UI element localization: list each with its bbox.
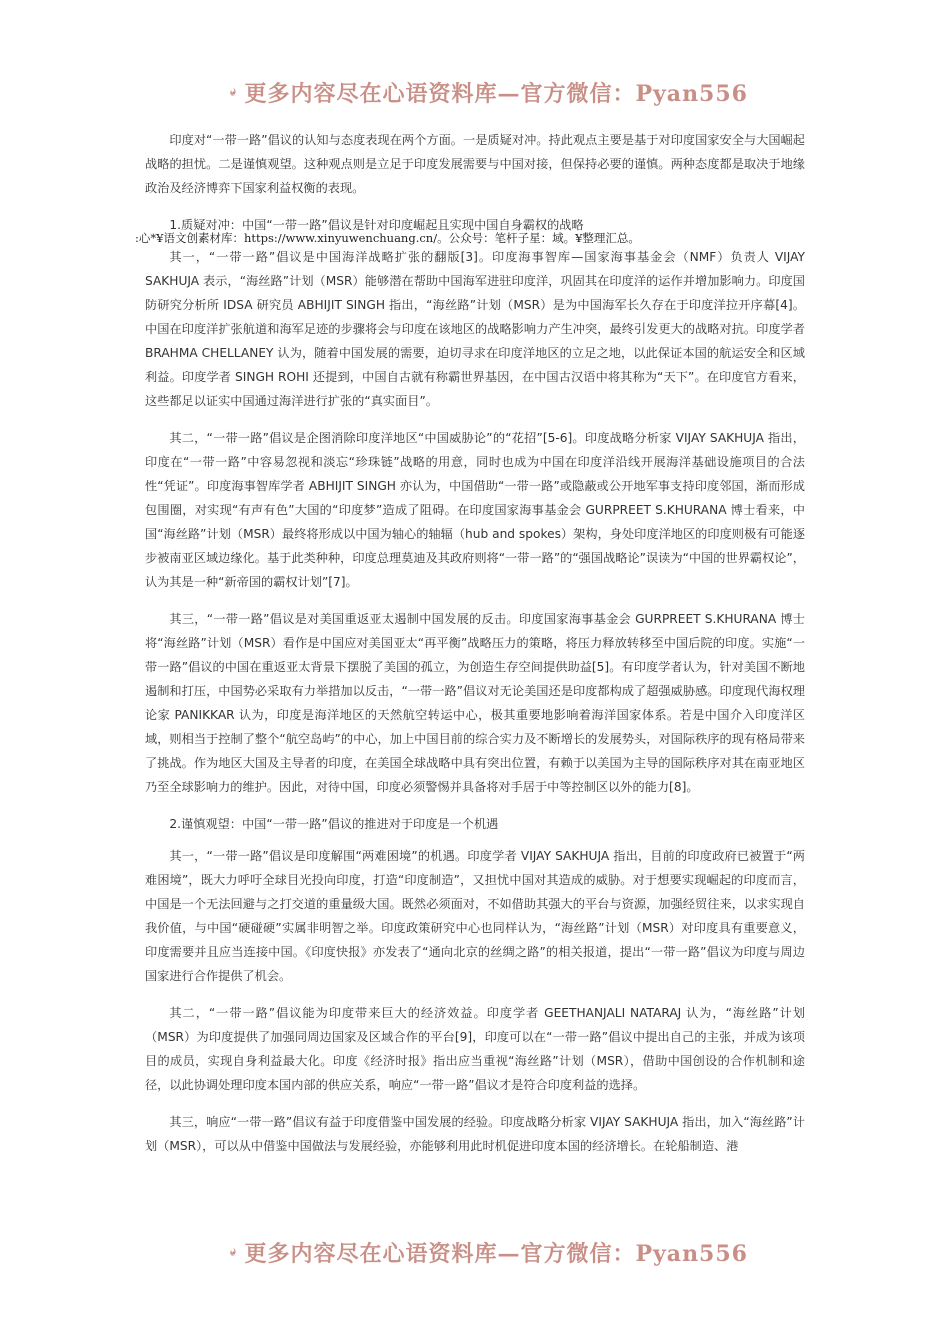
section-heading-1: 1.质疑对冲：中国“一带一路”倡议是针对印度崛起且实现中国自身霸权的战略	[169, 218, 584, 232]
footer-banner	[228, 1232, 748, 1272]
body-paragraph: 其二，“一带一路”倡议是企图消除印度洋地区“中国威胁论”的“花招”[5-6]。印度战略分析家 VIJAY SAKHUJA 指出，印度在“一带一路”中容易忽视和淡忘“珍珠链”战略的用意，同时也成为中国在印度洋沿线开展海洋基础设施项目的合法性“凭证”。印度海事智库学者 ABHIJIT SINGH 亦认为，中国借助“一带一路”或隐蔽或公开地军事支持印度邻国，渐而形成包围圈，对实现“有声有色”大国的“印度梦”造成了阻碍。在印度国家海事基金会 GURPREET S.KHURANA 博士看来，中国“海丝路”计划（MSR）最终将形成以中国为轴心的轴辐（hub and spokes）架构，身处印度洋地区的印度则极有可能逐步被南亚区域边缘化。基于此类种种，印度总理莫迪及其政府则将“一带一路”的“强国战略论”误读为“中国的世界霸权论”，认为其是一种“新帝国的霸权计划”[7]。	[145, 431, 805, 589]
body-paragraph: 其二，“一带一路”倡议能为印度带来巨大的经济效益。印度学者 GEETHANJALI NATARAJ 认为，“海丝路”计划（MSR）为印度提供了加强同周边国家及区域合作的平台[9]，印度可以在“一带一路”倡议中提出自己的主张，并成为该项目的成员，实现自身利益最大化。印度《经济时报》指出应当重视“海丝路”计划（MSR），借助中国创设的合作机制和途径，以此协调处理印度本国内部的供应关系，响应“一带一路”倡议才是符合印度利益的选择。	[145, 1006, 805, 1092]
flame-swirl-logo-icon	[228, 1232, 238, 1272]
body-paragraph: 其一，“一带一路”倡议是印度解围“两难困境”的机遇。印度学者 VIJAY SAKHUJA 指出，目前的印度政府已被置于“两难困境”，既大力呼吁全球目光投向印度，打造“印度制造”，又担忧中国对其造成的威胁。对于想要实现崛起的印度而言，中国是一个无法回避与之打交道的重量级大国。既然必须面对，不如借助其强大的平台与资源，加强经贸往来，以求实现自我价值，与中国“硬碰硬”实属非明智之举。印度政策研究中心也同样认为，“海丝路”计划（MSR）对印度具有重要意义，印度需要并且应当连接中国。《印度快报》亦发表了“通向北京的丝绸之路”的相关报道，提出“一带一路”倡议为印度与周边国家进行合作提供了机会。	[145, 849, 805, 983]
section-heading-2: 2.谨慎观望：中国“一带一路”倡议的推进对于印度是一个机遇	[169, 817, 499, 831]
intro-paragraph: 印度对“一带一路”倡议的认知与态度表现在两个方面。一是质疑对冲。持此观点主要是基于对印度国家安全与大国崛起战略的担忧。二是谨慎观望。这种观点则是立足于印度发展需要与中国对接，但保持必要的谨慎。两种态度都是取决于地缘政治及经济博弈下国家利益权衡的表现。	[145, 133, 805, 195]
article-body	[135, 128, 805, 1171]
banner-text: 更多内容尽在心语资料库—官方微信：Pyan556	[244, 1240, 748, 1267]
flame-swirl-logo-icon	[228, 72, 238, 112]
body-paragraph: 其三，响应“一带一路”倡议有益于印度借鉴中国发展的经验。印度战略分析家 VIJAY SAKHUJA 指出，加入“海丝路”计划（MSR），可以从中借鉴中国做法与发展经验，亦能够利用此时机促进印度本国的经济增长。在轮船制造、港	[145, 1115, 805, 1153]
banner-text: 更多内容尽在心语资料库—官方微信：Pyan556	[244, 80, 748, 107]
body-paragraph: 其一，“一带一路”倡议是中国海洋战略扩张的翻版[3]。印度海事智库—国家海事基金会（NMF）负责人 VIJAY SAKHUJA 表示，“海丝路”计划（MSR）能够潜在帮助中国海军进驻印度洋，巩固其在印度洋的运作并增加影响力。印度国防研究分析所 IDSA 研究员 ABHIJIT SINGH 指出，“海丝路”计划（MSR）是为中国海军长久存在于印度洋拉开序幕[4]。中国在印度洋扩张航道和海军足迹的步骤将会与印度在该地区的战略影响力产生冲突，最终引发更大的战略对抗。印度学者 BRAHMA CHELLANEY 认为，随着中国发展的需要，迫切寻求在印度洋地区的立足之地，以此保证本国的航运安全和区域利益。印度学者 SINGH ROHI 还提到，中国自古就有称霸世界基因，在中国古汉语中将其称为“天下”。在印度官方看来，这些都足以证实中国通过海洋进行扩张的“真实面目”。	[145, 250, 805, 408]
source-watermark-line: :心*¥语文创素材库：https://www.xinyuwenchuang.cn/。公众号：笔杆子星：域。¥整理汇总。	[135, 231, 640, 245]
body-paragraph: 其三，“一带一路”倡议是对美国重返亚太遏制中国发展的反击。印度国家海事基金会 GURPREET S.KHURANA 博士将“海丝路”计划（MSR）看作是中国应对美国亚太“再平衡”战略压力的策略，将压力释放转移至中国后院的印度。实施“一带一路”倡议的中国在重返亚太背景下摆脱了美国的孤立，为创造生存空间提供助益[5]。有印度学者认为，针对美国不断地遏制和打压，中国势必采取有力举措加以反击，“一带一路”倡议对无论美国还是印度都构成了超强威胁感。印度现代海权理论家 PANIKKAR 认为，印度是海洋地区的天然航空转运中心，极其重要地影响着海洋国家体系。若是中国介入印度洋区域，则相当于控制了整个“航空岛屿”的中心，加上中国目前的综合实力及不断增长的发展势头，对国际秩序的现有格局带来了挑战。作为地区大国及主导者的印度，在美国全球战略中具有突出位置，有赖于以美国为主导的国际秩序对其在南亚地区乃至全球影响力的维护。因此，对待中国，印度必须警惕并具备将对手居于中等控制区以外的能力[8]。	[145, 612, 805, 794]
header-banner	[228, 72, 748, 112]
